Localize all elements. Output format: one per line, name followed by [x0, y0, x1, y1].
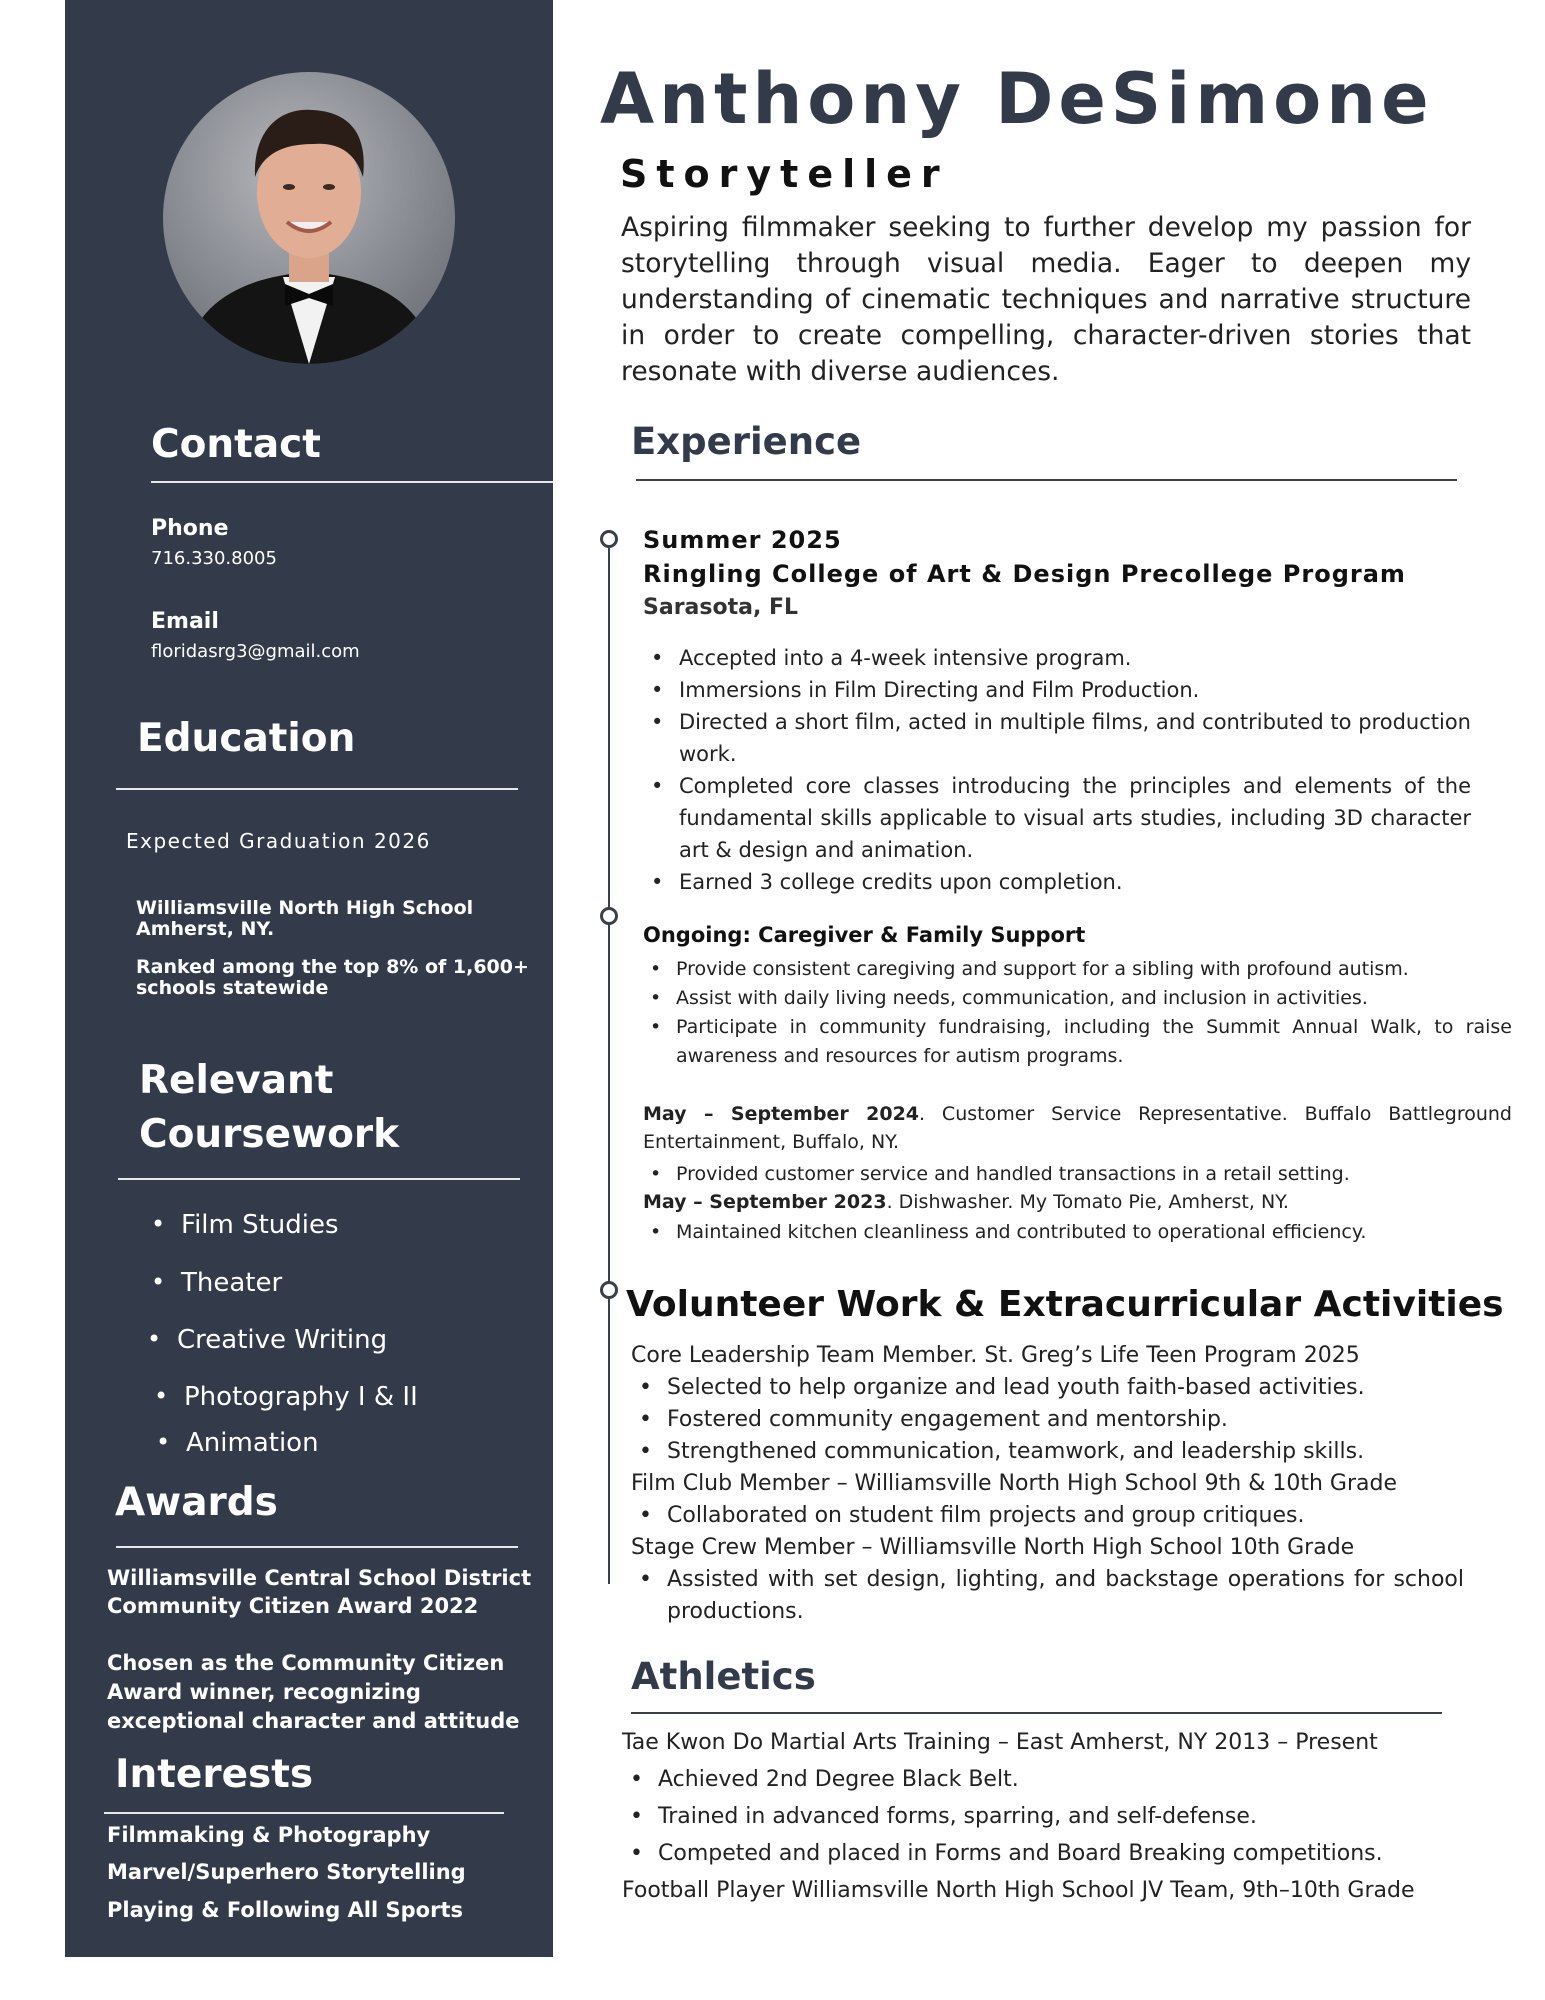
- caregiver-bullet: • Provide consistent caregiving and support for a sibling with profound autism.: [676, 955, 1512, 984]
- coursework-heading-line1: Relevant: [139, 1058, 334, 1103]
- course-item: • Animation: [186, 1428, 319, 1458]
- ringling-bullet: • Immersions in Film Directing and Film Production.: [679, 674, 1471, 706]
- caregiver-bullet: • Participate in community fundraising, including the Summit Annual Walk, to raise awareness and resources for autism programs.: [676, 1013, 1512, 1071]
- interests-heading: Interests: [115, 1752, 314, 1797]
- volunteer-heading: Volunteer Work & Extracurricular Activities: [626, 1284, 1504, 1325]
- leadership-bullet: • Fostered community engagement and mentorship.: [667, 1404, 1467, 1436]
- experience-heading: Experience: [631, 420, 862, 463]
- athletics-rule: [631, 1712, 1442, 1714]
- interest-item: Marvel/Superhero Storytelling: [107, 1860, 466, 1884]
- experience-rule: [636, 479, 1457, 481]
- phone-label: Phone: [151, 516, 229, 541]
- film-club-role: Film Club Member – Williamsville North High School 9th & 10th Grade: [631, 1471, 1397, 1496]
- buffalo-job: [643, 1100, 1512, 1156]
- tomato-bullet: • Maintained kitchen cleanliness and contributed to operational efficiency.: [676, 1218, 1512, 1247]
- tomato-job: [643, 1188, 1512, 1216]
- awards-rule: [116, 1546, 518, 1548]
- buffalo-date: May – September 2024: [643, 1103, 920, 1125]
- film-club-bullet: • Collaborated on student film projects and group critiques.: [667, 1500, 1467, 1532]
- timeline-dot: [600, 907, 618, 925]
- contact-rule: [151, 481, 553, 483]
- ringling-bullet: • Completed core classes introducing the principles and elements of the fundamental skills applicable to visual arts studies, including 3D character art & design and animation.: [679, 770, 1471, 866]
- buffalo-text: . Customer Service Representative. Buffalo Battleground Entertainment, Buffalo, NY.: [643, 1103, 1512, 1153]
- course-item: • Theater: [181, 1268, 282, 1298]
- school-rank-line2: schools statewide: [136, 977, 329, 999]
- stage-crew-role: Stage Crew Member – Williamsville North High School 10th Grade: [631, 1535, 1355, 1560]
- tomato-text: . Dishwasher. My Tomato Pie, Amherst, NY.: [886, 1191, 1289, 1213]
- interest-item: Filmmaking & Photography: [107, 1823, 431, 1847]
- coursework-rule: [118, 1178, 520, 1180]
- football-activity: Football Player Williamsville North High School JV Team, 9th–10th Grade: [622, 1878, 1415, 1903]
- interests-rule: [104, 1812, 504, 1814]
- award-desc-line3: exceptional character and attitude: [107, 1709, 520, 1733]
- course-item: • Photography I & II: [184, 1382, 418, 1412]
- awards-heading: Awards: [115, 1480, 278, 1525]
- school-rank-line1: Ranked among the top 8% of 1,600+: [136, 956, 529, 978]
- athletics-heading: Athletics: [631, 1655, 816, 1698]
- email-label: Email: [151, 609, 219, 634]
- leadership-bullet: • Strengthened communication, teamwork, and leadership skills.: [667, 1436, 1467, 1468]
- timeline-dot: [600, 1281, 618, 1299]
- tkd-bullet: • Competed and placed in Forms and Board Breaking competitions.: [658, 1838, 1458, 1870]
- course-item: • Film Studies: [181, 1210, 339, 1240]
- interest-item: Playing & Following All Sports: [107, 1898, 463, 1922]
- award-desc-line1: Chosen as the Community Citizen: [107, 1651, 505, 1675]
- tkd-activity: Tae Kwon Do Martial Arts Training – East Amherst, NY 2013 – Present: [622, 1730, 1378, 1755]
- award-desc-line2: Award winner, recognizing: [107, 1680, 421, 1704]
- school-location: Amherst, NY.: [136, 918, 275, 940]
- phone-value: 716.330.8005: [151, 548, 277, 569]
- education-rule: [116, 788, 518, 790]
- ringling-bullet: • Directed a short film, acted in multiple films, and contributed to production work.: [679, 706, 1471, 770]
- stage-crew-bullet: • Assisted with set design, lighting, and backstage operations for school productions.: [667, 1564, 1464, 1628]
- caregiver-title: Ongoing: Caregiver & Family Support: [643, 923, 1086, 947]
- buffalo-bullet: • Provided customer service and handled transactions in a retail setting.: [676, 1160, 1512, 1189]
- award-title-line2: Community Citizen Award 2022: [107, 1594, 479, 1618]
- contact-heading: Contact: [151, 422, 321, 467]
- leadership-bullet: • Selected to help organize and lead youth faith-based activities.: [667, 1372, 1467, 1404]
- tkd-bullet: • Achieved 2nd Degree Black Belt.: [658, 1764, 1458, 1796]
- summary: Aspiring filmmaker seeking to further develop my passion for storytelling through visual media. Eager to deepen my understanding of cinematic techniques and narrative structure in order to create compelling, character-driven stories that resonate with diverse audiences.: [621, 212, 1471, 387]
- tomato-date: May – September 2023: [643, 1191, 887, 1213]
- ringling-bullet: • Earned 3 college credits upon completion.: [679, 866, 1471, 898]
- school-name: Williamsville North High School: [136, 897, 474, 919]
- ringling-location: Sarasota, FL: [643, 595, 799, 620]
- caregiver-bullet: • Assist with daily living needs, communication, and inclusion in activities.: [676, 984, 1512, 1013]
- education-heading: Education: [137, 716, 356, 761]
- coursework-heading-line2: Coursework: [139, 1112, 400, 1157]
- tagline: Storyteller: [620, 152, 949, 196]
- tkd-bullet: • Trained in advanced forms, sparring, and self-defense.: [658, 1801, 1458, 1833]
- timeline-line: [608, 540, 610, 1584]
- full-name: Anthony DeSimone: [600, 58, 1434, 140]
- ringling-title: Ringling College of Art & Design Precollege Program: [643, 560, 1406, 588]
- email-value: floridasrg3@gmail.com: [151, 641, 360, 662]
- ringling-bullet: • Accepted into a 4-week intensive program.: [679, 642, 1471, 674]
- profile-photo: [163, 72, 455, 364]
- ringling-date: Summer 2025: [643, 526, 842, 554]
- leadership-role: Core Leadership Team Member. St. Greg’s Life Teen Program 2025: [631, 1343, 1360, 1368]
- graduation-date: Expected Graduation 2026: [126, 829, 431, 853]
- award-title-line1: Williamsville Central School District: [107, 1566, 532, 1590]
- timeline-dot: [600, 530, 618, 548]
- course-item: • Creative Writing: [177, 1325, 387, 1355]
